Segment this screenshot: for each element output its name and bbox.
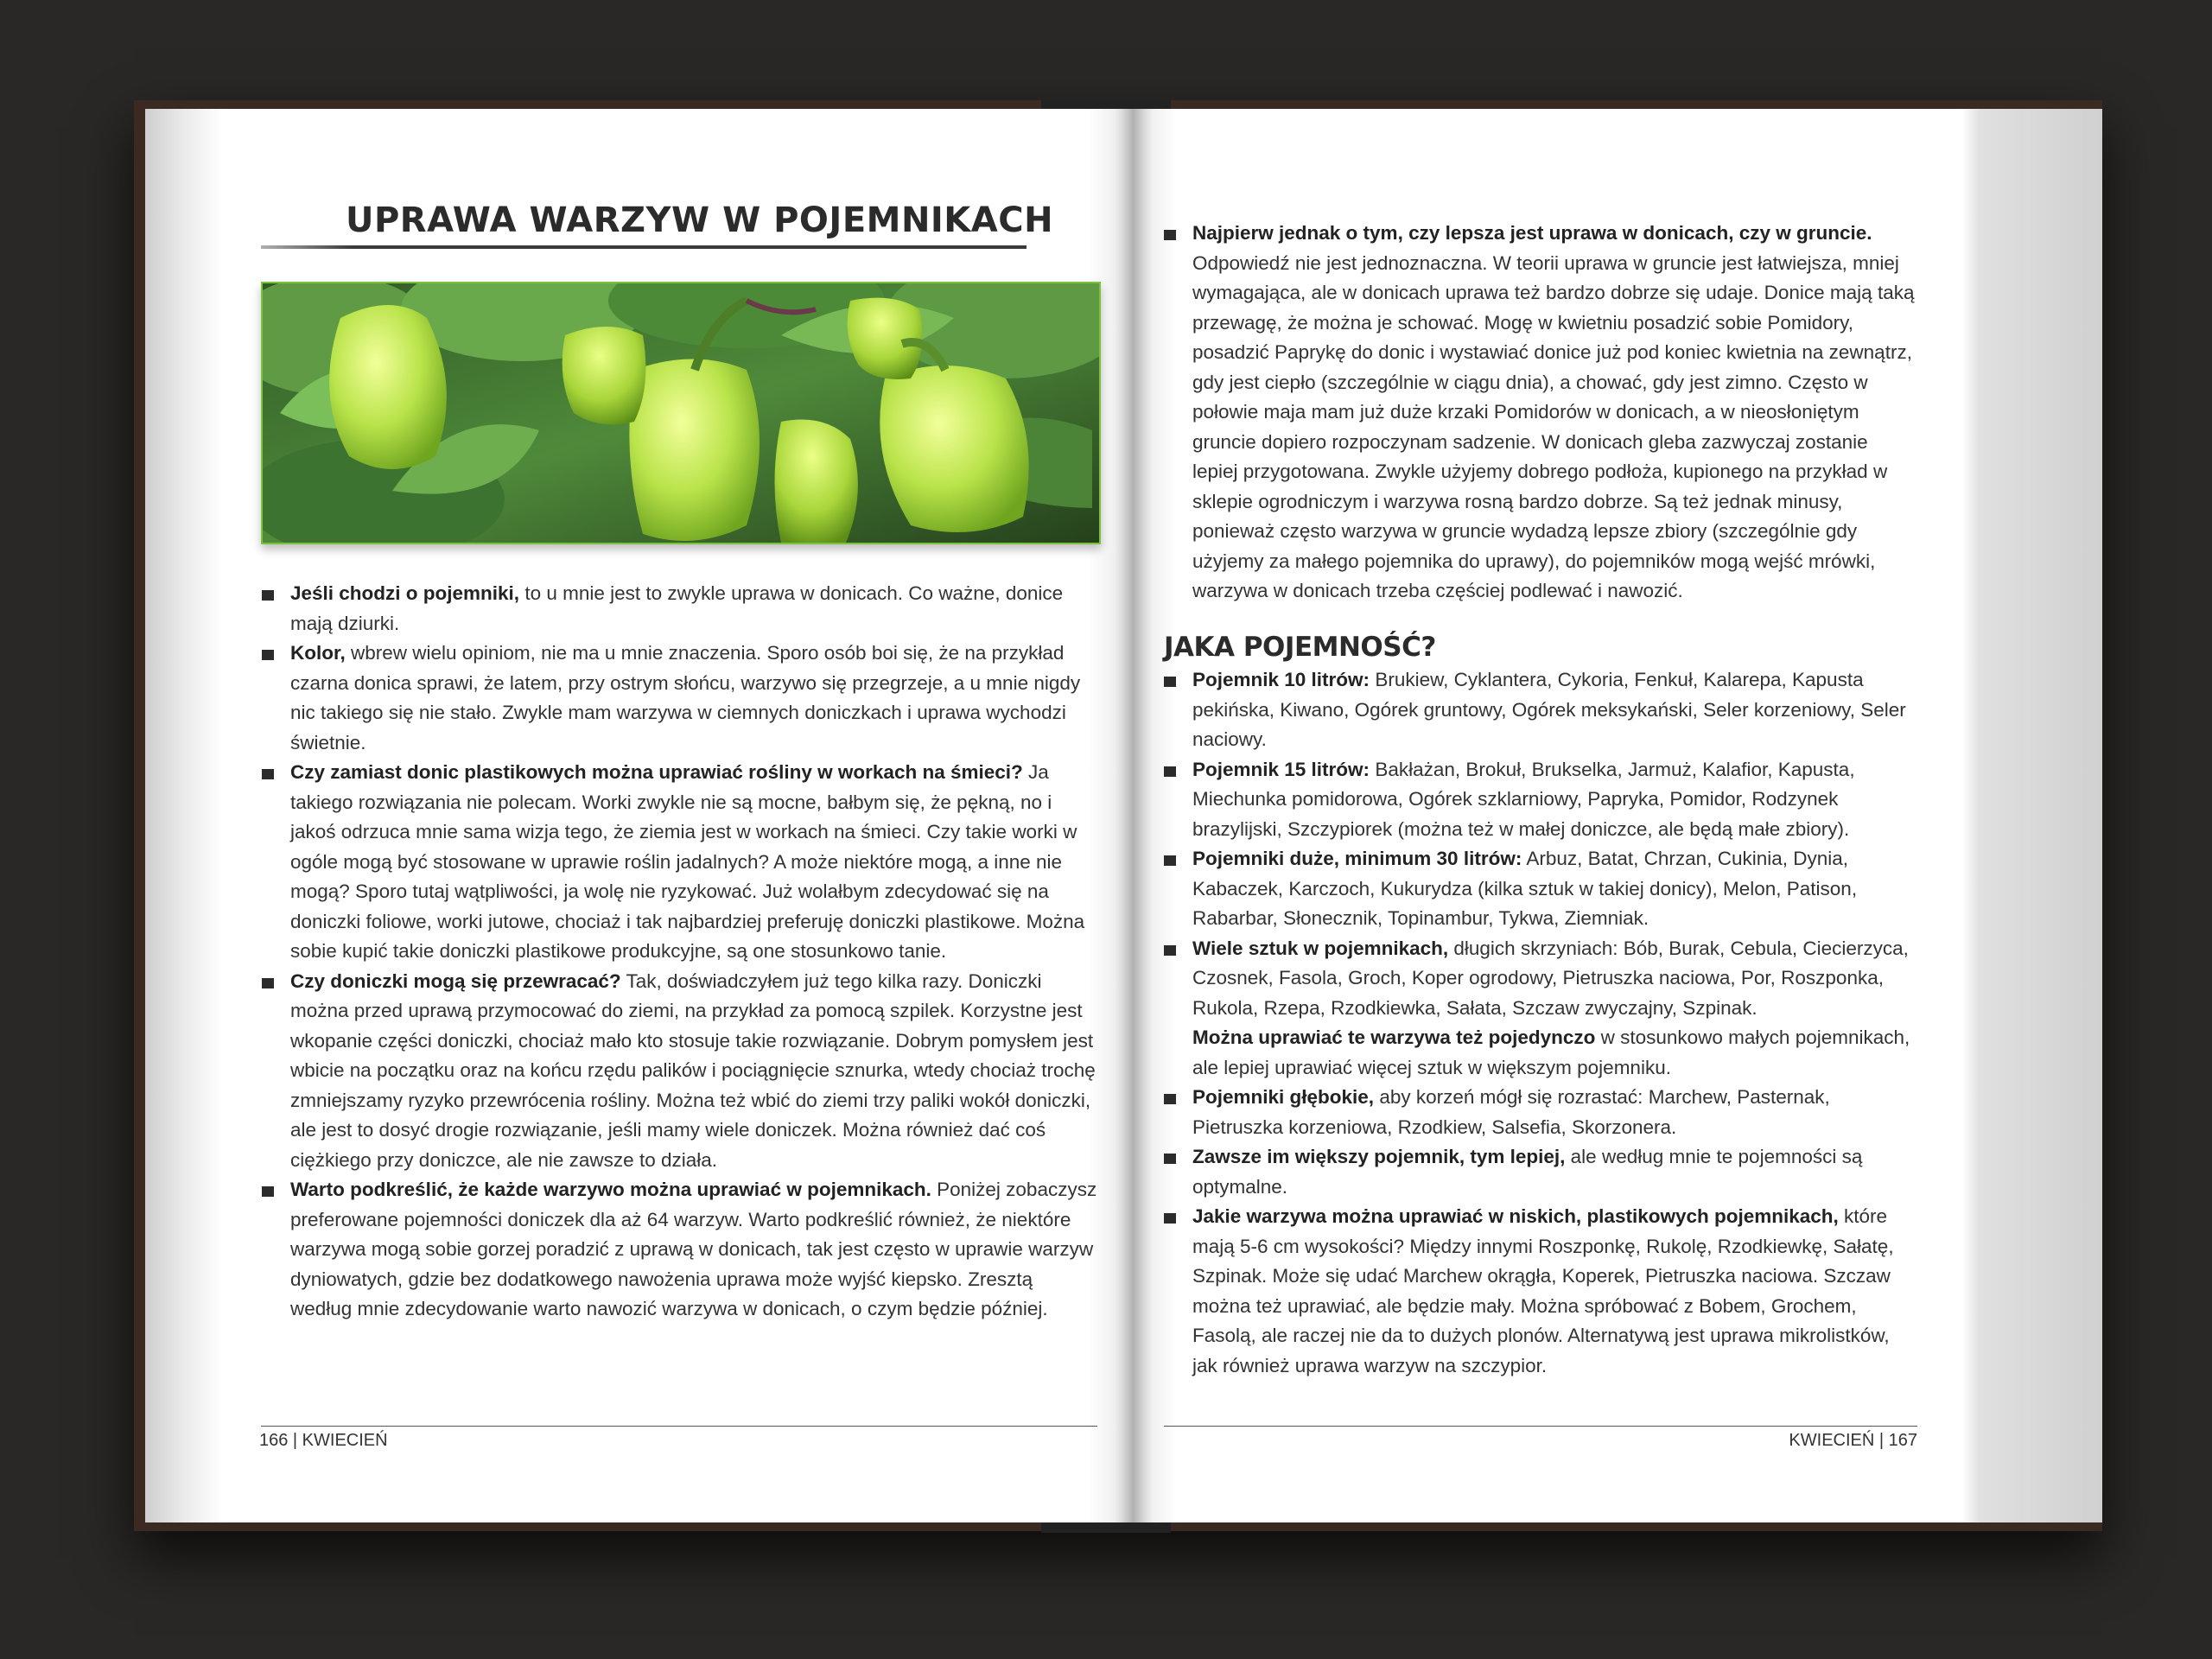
list-item-lead: Czy doniczki mogą się przewracać? bbox=[290, 969, 621, 992]
left-footer-rule bbox=[261, 1426, 1097, 1427]
list-note bbox=[1164, 1023, 1917, 1083]
list-item bbox=[1164, 1083, 1917, 1142]
list-item bbox=[262, 1175, 1098, 1325]
square-bullet-icon bbox=[262, 590, 274, 601]
square-bullet-icon bbox=[1164, 855, 1176, 866]
list-item-lead: Pojemnik 15 litrów: bbox=[1192, 758, 1370, 780]
peppers-photo bbox=[261, 282, 1101, 544]
left-page-number: 166 | KWIECIEŃ bbox=[259, 1431, 388, 1450]
list-item-text: ale według mnie te pojemności są optymalne. bbox=[1192, 1146, 1863, 1198]
title-underline bbox=[261, 245, 1027, 249]
square-bullet-icon bbox=[1164, 1213, 1176, 1224]
list-item-lead: Wiele sztuk w pojemnikach, bbox=[1192, 937, 1449, 959]
list-item-text: które mają 5-6 cm wysokości? Między innymi Roszponkę, Rukolę, Rzodkiewkę, Sałatę, Szpinak. Może się udać Marchew okrągła, Koperek, Pietruszka naciowa. Szczaw można też uprawiać, ale będzie mały. Można spróbować z Bobem, Grochem, Fasolą, ale raczej nie da to dużych plonów. Alternatywą jest uprawa mikrolistków, jak również uprawa warzyw na szczypior. bbox=[1192, 1205, 1894, 1376]
list-item bbox=[1164, 1142, 1917, 1202]
list-item-text: to u mnie jest to zwykle uprawa w donicach. Co ważne, donice mają dziurki. bbox=[290, 582, 1064, 634]
section-heading: JAKA POJEMNOŚĆ? bbox=[1164, 631, 1436, 663]
list-item-lead: Zawsze im większy pojemnik, tym lepiej, bbox=[1192, 1146, 1566, 1167]
right-footer-rule bbox=[1164, 1426, 1917, 1427]
list-item bbox=[1164, 755, 1917, 845]
spine-bottom bbox=[1041, 1521, 1171, 1533]
square-bullet-icon bbox=[1164, 945, 1176, 956]
list-item-text: Poniżej zobaczysz preferowane pojemności doniczek dla aż 64 warzyw. Warto podkreślić również, że niektóre warzywa mogą sobie gorzej poradzić z uprawą w donicach, tak jest często w uprawie warzyw dyniowatych, gdzie bez dodatkowego nawożenia uprawa może wyjść kiepsko. Zresztą według mnie zdecydowanie warto nawozić warzywa w donicach, o czym będzie później. bbox=[290, 1179, 1097, 1319]
list-item bbox=[1164, 934, 1917, 1024]
list-item bbox=[262, 579, 1098, 639]
list-item bbox=[262, 967, 1098, 1176]
spine-gutter-shadow bbox=[1115, 109, 1153, 1522]
list-item-text: aby korzeń mógł się rozrastać: Marchew, Pasternak, Pietruszka korzeniowa, Rzodkiew, Salsefia, Skorzonera. bbox=[1192, 1086, 1830, 1138]
list-item bbox=[1164, 665, 1917, 755]
square-bullet-icon bbox=[262, 650, 274, 660]
list-item-lead: Pojemnik 10 litrów: bbox=[1192, 669, 1370, 690]
green-peppers-illustration bbox=[263, 283, 1099, 543]
square-bullet-icon bbox=[1164, 1154, 1176, 1164]
square-bullet-icon bbox=[1164, 766, 1176, 777]
list-item-text: wbrew wielu opiniom, nie ma u mnie znaczenia. Sporo osób boi się, że na przykład czarna donica sprawi, że latem, przy ostrym słońcu, warzywo się przegrzeje, a u mnie nigdy nic takiego się nie stało. Zwykle mam warzywa w ciemnych doniczkach i uprawa wychodzi świetnie. bbox=[290, 642, 1081, 753]
square-bullet-icon bbox=[1164, 230, 1176, 240]
note-lead: Można uprawiać te warzywa też pojedynczo bbox=[1192, 1027, 1596, 1048]
list-item-text: Bakłażan, Brokuł, Brukselka, Jarmuż, Kalafior, Kapusta, Miechunka pomidorowa, Ogórek szklarniowy, Papryka, Pomidor, Rodzynek brazylijski, Szczypiorek (można też w małej doniczce, ale będą małe zbiory). bbox=[1192, 758, 1855, 840]
left-page-body bbox=[262, 579, 1098, 1325]
right-page-number: KWIECIEŃ | 167 bbox=[1789, 1431, 1917, 1450]
list-item-text: długich skrzyniach: Bób, Burak, Cebula, Ciecierzyca, Czosnek, Fasola, Groch, Koper ogrodowy, Pietruszka naciowa, Por, Roszponka, Rukola, Rzepa, Rzodkiewka, Sałata, Szczaw zwyczajny, Szpinak. bbox=[1192, 937, 1909, 1019]
list-item-text: Odpowiedź nie jest jednoznaczna. W teorii uprawa w gruncie jest łatwiejsza, mniej wymagająca, ale w donicach uprawa też bardzo dobrze się udaje. Donice mają taką przewagę, że można je schować. Mogę w kwietniu posadzić sobie Pomidory, posadzić Paprykę do donic i wystawiać donice już pod koniec kwietnia na zewnątrz, gdy jest ciepło (szczególnie w ciągu dnia), a chować, gdy jest zimno. Często w połowie maja mam już duże krzaki Pomidorów w donicach, a w nieosłoniętym gruncie dopiero rozpoczynam sadzenie. W donicach gleba zazwyczaj zostanie lepiej przygotowana. Zwykle użyjemy dobrego podłoża, kupionego na przykład w sklepie ogrodniczym i warzywa rosną bardzo dobrze. Są też jednak minusy, ponieważ często warzywa w gruncie wydadzą lepsze zbiory (szczególnie gdy użyjemy za małego pojemnika do uprawy), do pojemników mogą wejść mrówki, warzywa w donicach trzeba częściej podlewać i nawozić. bbox=[1192, 251, 1915, 601]
list-item-text: Tak, doświadczyłem już tego kilka razy. Doniczki można przed uprawą przymocować do ziemi, na przykład za pomocą szpilek. Korzystne jest wkopanie części doniczki, chociaż mało kto stosuje takie rozwiązanie. Dobrym pomysłem jest wbicie na początku oraz na końcu rzędu palików i pociągnięcie sznurka, wtedy chociaż trochę zmniejszamy ryzyko przewrócenia rośliny. Można też wbić do ziemi trzy paliki wokół doniczki, ale jest to dosyć drogie rozwiązanie, jeśli mamy wiele doniczek. Można również dać coś ciężkiego przy doniczce, ale nie zawsze to działa. bbox=[290, 969, 1096, 1171]
list-item-lead: Pojemniki głębokie, bbox=[1192, 1086, 1375, 1108]
list-item-text: Brukiew, Cyklantera, Cykoria, Fenkuł, Kalarepa, Kapusta pekińska, Kiwano, Ogórek gruntowy, Ogórek meksykański, Seler korzeniowy, Seler naciowy. bbox=[1192, 669, 1906, 750]
list-item bbox=[1164, 844, 1917, 934]
list-item-text: Arbuz, Batat, Chrzan, Cukinia, Dynia, Kabaczek, Karczoch, Kukurydza (kilka sztuk w takiej donicy), Melon, Patison, Rabarbar, Słonecznik, Topinambur, Tykwa, Ziemniak. bbox=[1192, 848, 1858, 929]
square-bullet-icon bbox=[262, 769, 274, 779]
list-item bbox=[262, 758, 1098, 967]
list-item-lead: Jeśli chodzi o pojemniki, bbox=[290, 582, 520, 604]
list-item-lead: Kolor, bbox=[290, 642, 346, 664]
list-item-lead: Warto podkreślić, że każde warzywo można uprawiać w pojemnikach. bbox=[290, 1179, 931, 1200]
list-item-lead: Najpierw jednak o tym, czy lepsza jest uprawa w donicach, czy w gruncie. bbox=[1192, 222, 1872, 244]
list-item-lead: Czy zamiast donic plastikowych można uprawiać rośliny w workach na śmieci? bbox=[290, 761, 1023, 783]
list-item bbox=[262, 639, 1098, 758]
list-item-lead: Jakie warzywa można uprawiać w niskich, plastikowych pojemnikach, bbox=[1192, 1205, 1839, 1227]
list-item-text: Ja takiego rozwiązania nie polecam. Worki zwykle nie są mocne, bałbym się, że pękną, no i jakoś odrzuca mnie sama wizja tego, że ziemia jest w workach na śmieci. Czy takie worki w ogóle mogą być stosowane w uprawie roślin jadalnych? A może niektóre mogą, a inne nie mogą? Sporo tutaj wątpliwości, ja wolę nie ryzykować. Już wolałbym zdecydować się na doniczki foliowe, worki jutowe, chociaż i tak najbardziej preferuję doniczki plastikowe. Można sobie kupić takie doniczki plastikowe produkcyjne, są one stosunkowo tanie. bbox=[290, 761, 1085, 962]
square-bullet-icon bbox=[262, 978, 274, 988]
square-bullet-icon bbox=[262, 1186, 274, 1197]
page-title: UPRAWA WARZYW W POJEMNIKACH bbox=[346, 200, 1054, 240]
square-bullet-icon bbox=[1164, 1094, 1176, 1104]
list-item bbox=[1164, 1202, 1917, 1381]
list-item-lead: Pojemniki duże, minimum 30 litrów: bbox=[1192, 848, 1522, 869]
note-text: w stosunkowo małych pojemnikach, ale lepiej uprawiać więcej sztuk w większym pojemniku. bbox=[1192, 1027, 1910, 1078]
right-page-body bbox=[1164, 219, 1917, 1381]
list-item bbox=[1164, 219, 1917, 607]
square-bullet-icon bbox=[1164, 677, 1176, 687]
